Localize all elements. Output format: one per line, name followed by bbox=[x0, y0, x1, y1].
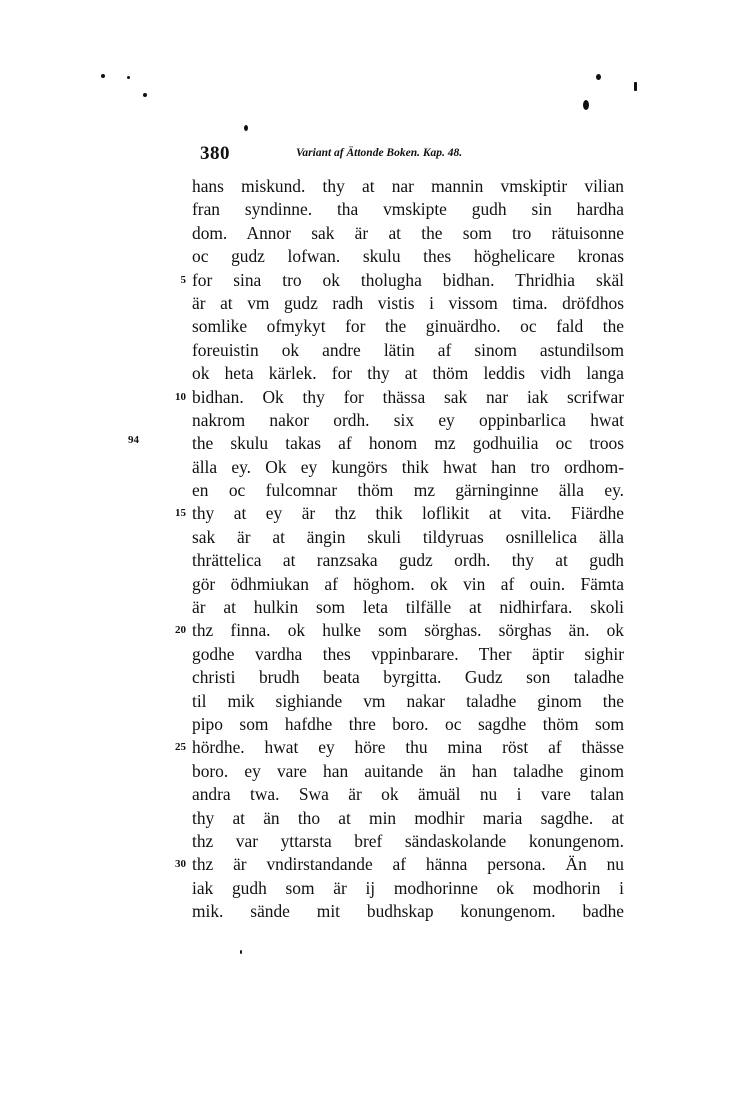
text-line bbox=[192, 713, 624, 736]
line-number: 15 bbox=[175, 507, 186, 520]
line-text: til mik sighiande vm nakar taladhe ginom the bbox=[192, 690, 624, 711]
line-text: thz finna. ok hulke som sörghas. sörghas än. ok bbox=[192, 620, 624, 641]
line-text: mik. sände mit budhskap konungenom. badhe bbox=[192, 901, 624, 922]
line-text: godhe vardha thes vppinbarare. Ther äptir sighir bbox=[192, 643, 624, 664]
text-line bbox=[192, 456, 624, 479]
line-text: pipo som hafdhe thre boro. oc sagdhe thöm som bbox=[192, 713, 624, 734]
line-text: älla ey. Ok ey kungörs thik hwat han tro ordhom- bbox=[192, 456, 624, 477]
line-text: for sina tro ok tholugha bidhan. Thridhia skäl bbox=[192, 269, 624, 290]
margin-reference-number: 94 bbox=[128, 434, 139, 446]
text-line bbox=[192, 339, 624, 362]
text-line bbox=[175, 853, 624, 876]
text-line bbox=[192, 830, 624, 853]
line-text: the skulu takas af honom mz godhuilia oc troos bbox=[192, 433, 624, 454]
scan-speck bbox=[101, 74, 105, 78]
line-text: en oc fulcomnar thöm mz gärninginne älla ey. bbox=[192, 480, 624, 501]
line-text: är at vm gudz radh vistis i vissom tima. dröfdhos bbox=[192, 292, 624, 313]
running-head: Variant af Ättonde Boken. Kap. 48. bbox=[296, 147, 463, 159]
text-line bbox=[192, 292, 624, 315]
line-number: 10 bbox=[175, 390, 186, 403]
scan-speck bbox=[244, 125, 248, 131]
line-text: thy at än tho at min modhir maria sagdhe. at bbox=[192, 807, 624, 828]
line-text: hans miskund. thy at nar mannin vmskiptir vilian bbox=[192, 176, 624, 196]
text-line bbox=[192, 877, 624, 900]
line-number: 20 bbox=[175, 624, 186, 637]
body-text bbox=[175, 175, 624, 924]
scan-speck bbox=[240, 950, 242, 954]
line-text: gör ödhmiukan af höghom. ok vin af ouin. Fämta bbox=[192, 573, 624, 594]
text-line bbox=[192, 760, 624, 783]
text-line bbox=[192, 245, 624, 268]
text-line bbox=[192, 222, 624, 245]
scan-speck bbox=[596, 74, 601, 80]
text-line bbox=[192, 666, 624, 689]
text-line bbox=[192, 643, 624, 666]
text-line bbox=[192, 479, 624, 502]
text-line bbox=[192, 900, 624, 923]
line-text: fran syndinne. tha vmskipte gudh sin hardha bbox=[192, 199, 624, 220]
scan-speck bbox=[583, 100, 589, 110]
line-number: 25 bbox=[175, 741, 186, 754]
text-line bbox=[192, 362, 624, 385]
text-line bbox=[192, 409, 624, 432]
text-line bbox=[192, 807, 624, 830]
line-text: andra twa. Swa är ok ämuäl nu i vare talan bbox=[192, 784, 624, 805]
line-text: christi brudh beata byrgitta. Gudz son taladhe bbox=[192, 667, 624, 688]
text-line bbox=[175, 619, 624, 642]
line-number: 30 bbox=[175, 858, 186, 871]
scan-speck bbox=[634, 82, 637, 91]
line-text: thrättelica at ranzsaka gudz ordh. thy at gudh bbox=[192, 550, 624, 571]
text-line bbox=[192, 690, 624, 713]
line-text: thy at ey är thz thik loflikit at vita. Fiärdhe bbox=[192, 503, 624, 524]
text-line bbox=[180, 269, 624, 292]
line-text: ok heta kärlek. for thy at thöm leddis vidh langa bbox=[192, 363, 624, 384]
text-line bbox=[192, 315, 624, 338]
scan-speck bbox=[127, 76, 130, 79]
page-number: 380 bbox=[200, 143, 230, 164]
text-line bbox=[192, 549, 624, 572]
text-line bbox=[192, 783, 624, 806]
scan-speck bbox=[143, 93, 147, 97]
line-text: bidhan. Ok thy for thässa sak nar iak scrifwar bbox=[192, 386, 624, 407]
line-text: thz är vndirstandande af hänna persona. Än nu bbox=[192, 854, 624, 875]
text-line bbox=[192, 198, 624, 221]
line-text: hördhe. hwat ey höre thu mina röst af thässe bbox=[192, 737, 624, 758]
line-text: är at hulkin som leta tilfälle at nidhirfara. skoli bbox=[192, 597, 624, 618]
line-text: iak gudh som är ij modhorinne ok modhorin i bbox=[192, 877, 624, 898]
line-text: boro. ey vare han auitande än han taladhe ginom bbox=[192, 760, 624, 781]
text-line bbox=[175, 736, 624, 759]
line-number: 5 bbox=[180, 273, 186, 286]
text-line bbox=[192, 432, 624, 455]
line-text: nakrom nakor ordh. six ey oppinbarlica hwat bbox=[192, 409, 624, 430]
page-header bbox=[200, 143, 620, 165]
line-text: somlike ofmykyt for the ginuärdho. oc fald the bbox=[192, 316, 624, 337]
line-text: oc gudz lofwan. skulu thes höghelicare kronas bbox=[192, 246, 624, 267]
text-line bbox=[175, 502, 624, 525]
line-text: thz var yttarsta bref sändaskolande konungenom. bbox=[192, 830, 624, 851]
line-text: sak är at ängin skuli tildyruas osnillelica älla bbox=[192, 526, 624, 547]
line-text: foreuistin ok andre lätin af sinom astundilsom bbox=[192, 339, 624, 360]
text-line bbox=[192, 175, 624, 198]
text-line bbox=[175, 386, 624, 409]
text-line bbox=[192, 573, 624, 596]
text-line bbox=[192, 526, 624, 549]
line-text: dom. Annor sak är at the som tro rätuisonne bbox=[192, 222, 624, 243]
text-line bbox=[192, 596, 624, 619]
